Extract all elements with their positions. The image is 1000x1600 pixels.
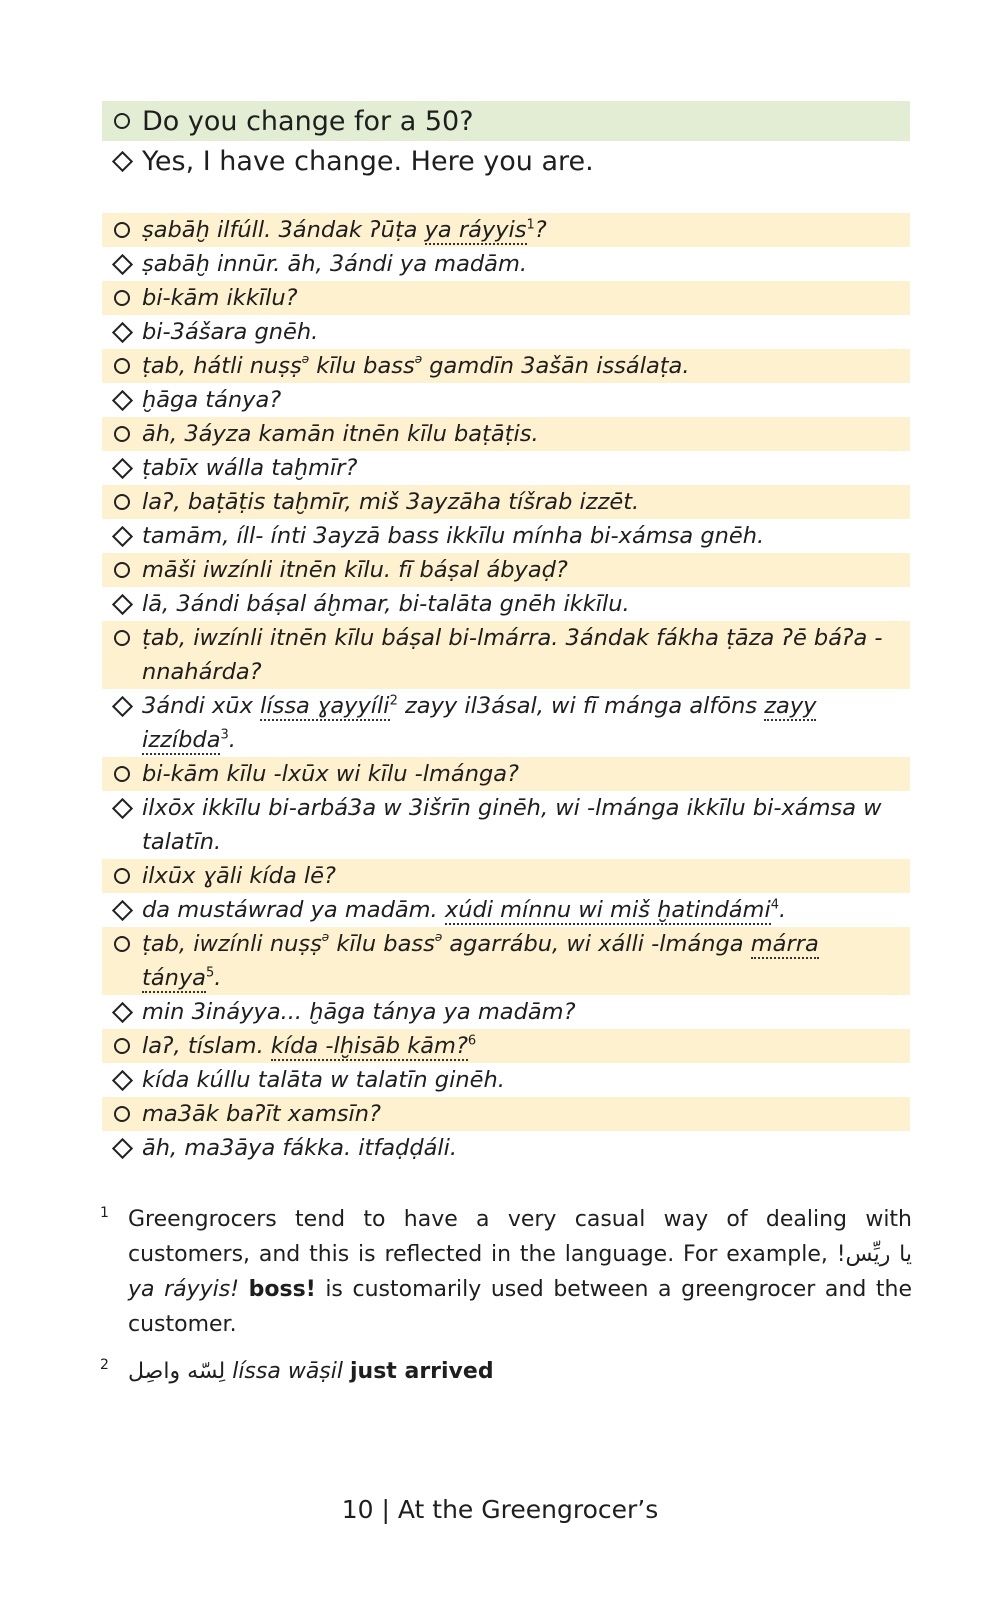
diamond-icon (102, 315, 142, 349)
footnote-number[interactable]: 5 (205, 965, 215, 981)
circle-icon (102, 859, 142, 893)
footnote (100, 1354, 912, 1389)
dialogue-text: ilxōx ikkīlu bi-arbá3a w 3išrīn ginēh, wi -lmánga ikkīlu bi-xámsa w talatīn. (142, 795, 882, 855)
text-segment: 3ándi xūx (142, 693, 261, 719)
dialogue-line (102, 1131, 910, 1165)
arabic-text: يا ريِّس! (836, 1242, 912, 1267)
dialogue-line (102, 893, 910, 927)
english-line-text: Do you change for a 50? (142, 105, 474, 137)
diamond-icon (102, 247, 142, 281)
text-segment: kīlu bass (329, 931, 435, 957)
dialogue-line (102, 927, 910, 995)
text-segment: laʔ, tíslam. (142, 1033, 271, 1059)
superscript-schwa: ə (414, 352, 423, 366)
dialogue-text: min 3ináyya... ḫāga tánya ya madām? (142, 999, 576, 1025)
dialogue-line (102, 1029, 910, 1063)
dialogue-line (102, 791, 910, 859)
superscript-schwa: ə (434, 930, 443, 944)
dialogue-line (102, 1063, 910, 1097)
dialogue-text: āh, ma3āya fákka. itfaḍḍáli. (142, 1135, 458, 1161)
translation: just arrived (350, 1359, 494, 1384)
circle-icon (102, 757, 142, 791)
transliteration: ya ráyyis! (128, 1277, 240, 1302)
footnote-ref[interactable]: márra tánya (142, 931, 819, 991)
footnote-ref[interactable]: ya ráyyis (424, 217, 527, 243)
text-segment: ṭab, iwzínli nuṣṣ (142, 931, 322, 957)
circle-icon (102, 213, 142, 247)
text-segment: ṣabāḫ ilfúll. 3ándak ʔūṭa (142, 217, 425, 243)
diamond-icon (102, 519, 142, 553)
dialogue (102, 213, 910, 1165)
dialogue-line (102, 1097, 910, 1131)
dialogue-line (102, 349, 910, 383)
diamond-icon (102, 587, 142, 621)
dialogue-line (102, 417, 910, 451)
dialogue-text: ḫāga tánya? (142, 387, 282, 413)
footnote-body (128, 1354, 912, 1389)
circle-icon (102, 417, 142, 451)
superscript-schwa: ə (301, 352, 310, 366)
circle-icon (102, 1097, 142, 1131)
circle-icon (102, 485, 142, 519)
transliteration: líssa wāṣil (232, 1359, 343, 1384)
circle-icon (102, 927, 142, 961)
text-segment: gamdīn 3ašān issálaṭa. (422, 353, 690, 379)
english-line-question (102, 101, 910, 141)
footnote-ref[interactable]: zayy izzíbda (142, 693, 817, 753)
dialogue-line (102, 621, 910, 689)
text-segment: ṭab, hátli nuṣṣ (142, 353, 302, 379)
dialogue-text (142, 1029, 910, 1063)
footnote-number: 1 (100, 1205, 109, 1221)
dialogue-line (102, 451, 910, 485)
text-segment: . (779, 897, 787, 923)
text-segment: ? (534, 217, 547, 243)
dialogue-text: āh, 3áyza kamān itnēn kīlu baṭāṭis. (142, 421, 539, 447)
circle-icon (102, 281, 142, 315)
dialogue-text (142, 689, 910, 757)
dialogue-text: bi-kām ikkīlu? (142, 285, 298, 311)
diamond-icon (102, 451, 142, 485)
footnote-ref[interactable]: xúdi mínnu wi miš ḫatindámi (444, 897, 771, 923)
superscript-schwa: ə (321, 930, 330, 944)
dialogue-text: ṭabīx wálla taḫmīr? (142, 455, 358, 481)
dialogue-line (102, 519, 910, 553)
english-phrases (102, 101, 910, 181)
footnote-number[interactable]: 6 (467, 1033, 477, 1049)
dialogue-text: lā, 3ándi báṣal áḫmar, bi-talāta gnēh ikkīlu. (142, 591, 630, 617)
circle-icon (102, 113, 142, 129)
text-segment: da mustáwrad ya madām. (142, 897, 445, 923)
footnote-number[interactable]: 2 (389, 693, 398, 709)
footnote-body (128, 1202, 912, 1342)
dialogue-line (102, 383, 910, 417)
english-line-text: Yes, I have change. Here you are. (142, 145, 594, 177)
text-segment: kīlu bass (309, 353, 415, 379)
footnote-text: is customarily used between a greengrocer and the customer. (128, 1277, 912, 1337)
footnote-ref[interactable]: kída -lḫisāb kām? (270, 1033, 468, 1059)
footnote-ref[interactable]: líssa ɣayyíli (260, 693, 390, 719)
dialogue-text: tamām, íll- ínti 3ayzā bass ikkīlu mínha bi-xámsa gnēh. (142, 523, 765, 549)
dialogue-text: ṣabāḫ innūr. āh, 3ándi ya madām. (142, 251, 528, 277)
footnote-number[interactable]: 3 (220, 727, 229, 743)
page-footer: 10 | At the Greengrocer’s (341, 1495, 659, 1524)
diamond-icon (102, 995, 142, 1029)
dialogue-line (102, 995, 910, 1029)
circle-icon (102, 553, 142, 587)
dialogue-text (142, 213, 910, 247)
diamond-icon (102, 154, 142, 169)
footnote-text: Greengrocers tend to have a very casual way of dealing with customers, and this is reflected in the language. For example, (128, 1207, 912, 1267)
dialogue-text: ilxūx ɣāli kída lē? (142, 863, 336, 889)
text-segment: zayy il3ásal, wi fī mánga alfōns (397, 693, 765, 719)
footnotes (100, 1202, 912, 1389)
dialogue-line (102, 315, 910, 349)
footnote-number: 2 (100, 1357, 109, 1373)
dialogue-line (102, 247, 910, 281)
english-line-answer (102, 141, 910, 181)
dialogue-text (142, 927, 910, 995)
arabic-text: لِسّه واصِل (128, 1359, 226, 1384)
dialogue-line (102, 213, 910, 247)
dialogue-text: māši iwzínli itnēn kīlu. fī báṣal ábyaḍ? (142, 557, 568, 583)
dialogue-text: laʔ, baṭāṭis taḫmīr, miš 3ayzāha tíšrab izzēt. (142, 489, 640, 515)
dialogue-line (102, 689, 910, 757)
dialogue-line (102, 859, 910, 893)
diamond-icon (102, 791, 142, 825)
diamond-icon (102, 383, 142, 417)
diamond-icon (102, 1131, 142, 1165)
dialogue-line (102, 553, 910, 587)
footnote-number[interactable]: 1 (526, 217, 535, 233)
dialogue-line (102, 757, 910, 791)
dialogue-text (142, 893, 910, 927)
dialogue-text: bi-3ášara gnēh. (142, 319, 319, 345)
dialogue-text: ma3āk baʔīt xamsīn? (142, 1101, 381, 1127)
diamond-icon (102, 1063, 142, 1097)
text-segment: . (214, 965, 222, 991)
footnote-number[interactable]: 4 (770, 897, 779, 913)
circle-icon (102, 621, 142, 655)
translation: boss! (248, 1277, 316, 1302)
dialogue-text: ṭab, iwzínli itnēn kīlu báṣal bi-lmárra. 3ándak fákha ṭāza ʔē báʔa -nnahárda? (142, 625, 883, 685)
circle-icon (102, 1029, 142, 1063)
dialogue-text: kída kúllu talāta w talatīn ginēh. (142, 1067, 505, 1093)
text-segment: agarrábu, wi xálli -lmánga (442, 931, 751, 957)
dialogue-line (102, 587, 910, 621)
text-segment: . (228, 727, 236, 753)
circle-icon (102, 349, 142, 383)
diamond-icon (102, 893, 142, 927)
dialogue-text (142, 349, 910, 383)
diamond-icon (102, 689, 142, 723)
dialogue-line (102, 485, 910, 519)
dialogue-text: bi-kām kīlu -lxūx wi kīlu -lmánga? (142, 761, 519, 787)
dialogue-line (102, 281, 910, 315)
footnote (100, 1202, 912, 1342)
